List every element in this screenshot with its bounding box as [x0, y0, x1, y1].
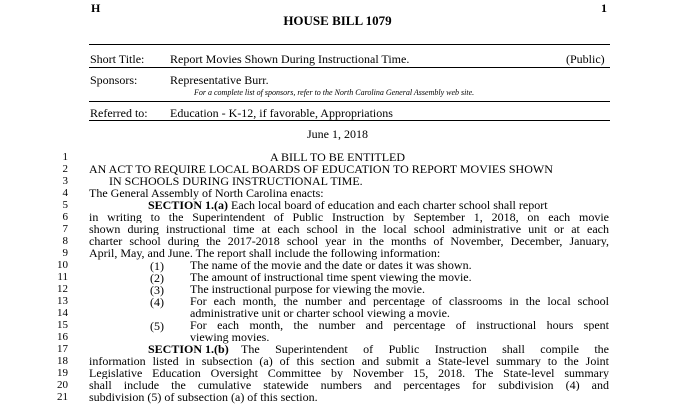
body-line: charter school during the 2017-2018 school year in the months of November, December, January, [89, 235, 609, 247]
section-1b-heading: SECTION 1.(b) [148, 342, 229, 356]
list-item-continued: viewing movies. [190, 330, 270, 344]
bill-title: HOUSE BILL 1079 [283, 13, 392, 28]
act-title-line: AN ACT TO REQUIRE LOCAL BOARDS OF EDUCATION TO REPORT MOVIES SHOWN [89, 162, 553, 176]
body-line: subdivision (5) of subsection (a) of this section. [89, 390, 318, 404]
line-number: 21 [57, 391, 68, 403]
line-number: 8 [62, 235, 68, 247]
item-marker: (1) [150, 259, 164, 273]
line-number: 4 [62, 187, 68, 199]
sponsors-note: For a complete list of sponsors, refer to the North Carolina General Assembly web site. [194, 88, 475, 97]
item-marker: (5) [150, 319, 164, 333]
section-1b-first-line [148, 343, 609, 355]
body-line: April, May, and June. The report shall include the following information: [89, 246, 441, 260]
item-marker: (3) [150, 283, 164, 297]
item-marker: (4) [150, 295, 164, 309]
list-item-continued: administrative unit or charter school viewing a movie. [190, 306, 450, 320]
short-title-value: Report Movies Shown During Instructional Time. [170, 52, 410, 66]
meta-bottom-rule [89, 120, 610, 121]
chamber-mark: H [91, 1, 101, 15]
referred-label: Referred to: [90, 106, 148, 120]
referred-value: Education - K-12, if favorable, Appropriations [170, 106, 393, 120]
line-number: 14 [57, 307, 68, 319]
line-number: 11 [57, 271, 68, 283]
section-1a-heading: SECTION 1.(a) [148, 198, 229, 212]
line-number: 6 [62, 211, 68, 223]
line-number: 13 [57, 295, 68, 307]
line-number: 15 [57, 319, 68, 331]
version-mark: 1 [601, 1, 607, 15]
item-marker: (2) [150, 271, 164, 285]
bill-date: June 1, 2018 [307, 127, 368, 141]
body-line: Legislative Education Oversight Committee by November 15, 2018. The State-level summary [89, 367, 609, 379]
enacting-clause: The General Assembly of North Carolina enacts: [89, 186, 324, 200]
body-line: shown during instructional time at each school in the local school administrative unit or at each [89, 223, 609, 235]
line-number: 16 [57, 331, 68, 343]
list-item: The instructional purpose for viewing the movie. [190, 282, 425, 296]
body-line: information listed in subsection (a) of this section and submit a State-level summary to the Joint [89, 355, 609, 367]
line-number: 17 [57, 343, 68, 355]
line-number: 2 [62, 163, 68, 175]
list-item: The name of the movie and the date or dates it was shown. [190, 258, 472, 272]
meta-rule-2 [89, 101, 610, 102]
bill-type-tag: (Public) [566, 52, 605, 66]
line-number: 18 [57, 355, 68, 367]
line-number: 5 [62, 199, 68, 211]
line-number: 1 [62, 151, 68, 163]
meta-top-rule [89, 44, 610, 45]
line-number: 19 [57, 367, 68, 379]
line-number: 12 [57, 283, 68, 295]
section-1a-text: Each local board of education and each charter school shall report [231, 198, 548, 212]
section-1a-first-line [148, 199, 609, 211]
sponsors-label: Sponsors: [90, 73, 138, 87]
body-line: in writing to the Superintendent of Public Instruction by September 1, 2018, on each movie [89, 211, 609, 223]
section-1b-text: The Superintendent of Public Instruction shall compile the [241, 343, 609, 355]
line-number: 9 [62, 247, 68, 259]
list-item: The amount of instructional time spent viewing the movie. [190, 270, 472, 284]
line-number: 20 [57, 379, 68, 391]
body-line: shall include the cumulative statewide numbers and percentages for subdivision (4) and [89, 379, 609, 391]
bill-heading: A BILL TO BE ENTITLED [269, 150, 406, 164]
short-title-label: Short Title: [90, 52, 145, 66]
list-item: For each month, the number and percentage of classrooms in the local school [190, 295, 609, 307]
line-number: 7 [62, 223, 68, 235]
sponsors-value: Representative Burr. [170, 73, 269, 87]
list-item: For each month, the number and percentage of instructional hours spent [190, 319, 609, 331]
line-number: 10 [57, 259, 68, 271]
meta-rule-1 [89, 67, 610, 68]
line-number: 3 [62, 175, 68, 187]
act-title-line: IN SCHOOLS DURING INSTRUCTIONAL TIME. [109, 174, 363, 188]
